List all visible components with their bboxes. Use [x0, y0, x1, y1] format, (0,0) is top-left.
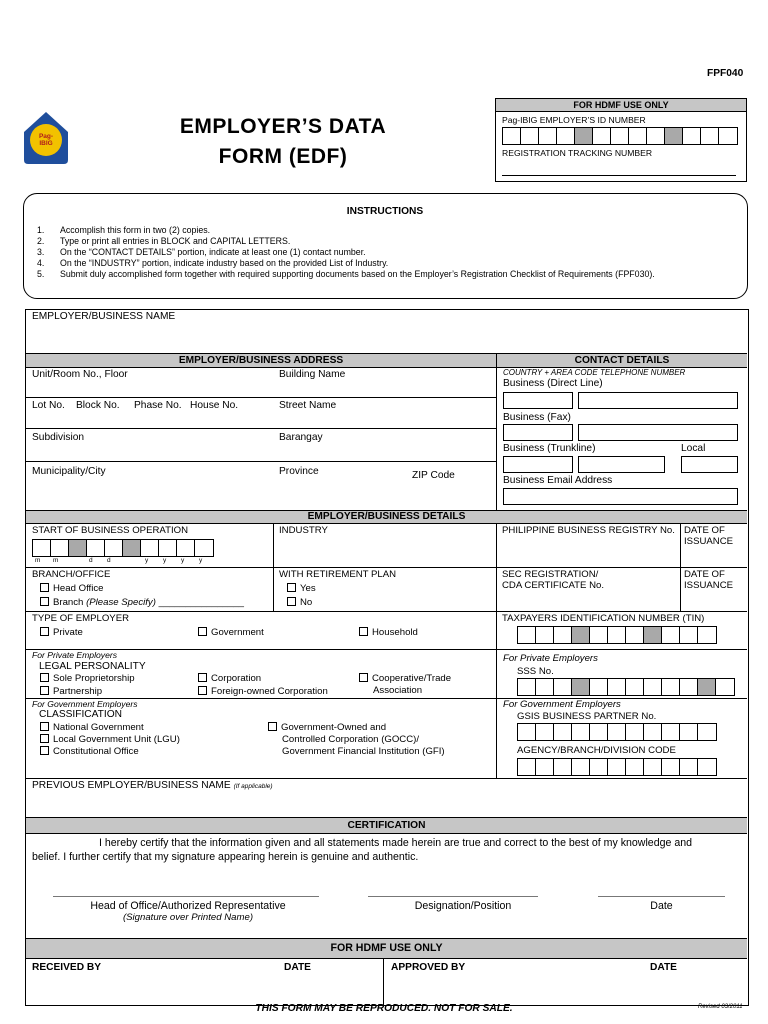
- agency-code-boxes[interactable]: [517, 758, 717, 776]
- partnership-option[interactable]: [40, 686, 102, 697]
- unit-label: Unit/Room No., Floor: [32, 369, 128, 380]
- divider: [383, 958, 384, 1005]
- date-issuance-label: DATE OF: [684, 569, 725, 580]
- title-line-1: EMPLOYER’S DATA: [179, 115, 387, 138]
- sole-option[interactable]: [40, 673, 135, 684]
- gsis-boxes[interactable]: [517, 723, 717, 741]
- details-header: EMPLOYER/BUSINESS DETAILS: [26, 510, 747, 524]
- date-issuance-label: DATE OF: [684, 525, 725, 536]
- checkbox-icon[interactable]: [198, 673, 207, 682]
- foreign-text: Foreign-owned Corporation: [211, 686, 328, 697]
- sec-label: CDA CERTIFICATE No.: [502, 580, 604, 591]
- coop-option[interactable]: [359, 673, 451, 684]
- signature-note: (Signature over Printed Name): [122, 912, 254, 923]
- divider: [26, 611, 747, 612]
- instruction-item: [37, 236, 290, 246]
- instruction-number: 3.: [37, 247, 45, 257]
- constitutional-option[interactable]: [40, 746, 139, 757]
- signature-line[interactable]: [53, 896, 319, 897]
- agency-code-label: AGENCY/BRANCH/DIVISION CODE: [517, 745, 676, 756]
- hdmf-use-box: [495, 98, 747, 182]
- divider: [26, 397, 496, 398]
- checkbox-icon[interactable]: [40, 673, 49, 682]
- hdmf-bottom-header: FOR HDMF USE ONLY: [26, 938, 747, 959]
- revised-date: Revised 03/2011: [698, 1004, 743, 1010]
- employer-name-label: EMPLOYER/BUSINESS NAME: [32, 311, 176, 322]
- province-label: Province: [279, 466, 319, 477]
- if-applicable-text: (If applicable): [233, 783, 273, 790]
- gocc-text: Government Financial Institution (GFI): [282, 746, 445, 757]
- checkbox-icon[interactable]: [198, 686, 207, 695]
- pagibig-logo: [20, 108, 72, 166]
- divider: [26, 567, 747, 568]
- building-label: Building Name: [279, 369, 346, 380]
- date-issuance-label: ISSUANCE: [684, 536, 734, 547]
- for-private-label: For Private Employers: [503, 653, 598, 664]
- date-hint: m: [53, 557, 59, 564]
- date-hint: y: [181, 557, 185, 564]
- corporation-option[interactable]: [198, 673, 261, 684]
- instruction-item: [37, 247, 366, 257]
- address-header: EMPLOYER/BUSINESS ADDRESS: [26, 353, 496, 368]
- tin-label: TAXPAYERS IDENTIFICATION NUMBER (TIN): [502, 613, 705, 624]
- national-gov-option[interactable]: [40, 722, 144, 733]
- hdmf-box-header: FOR HDMF USE ONLY: [496, 99, 746, 112]
- start-operation-label: START OF BUSINESS OPERATION: [32, 525, 189, 536]
- instruction-number: 4.: [37, 258, 45, 268]
- constitutional-text: Constitutional Office: [53, 746, 139, 757]
- certification-text: belief. I further certify that my signature appearing herein is genuine and authentic.: [32, 851, 419, 863]
- checkbox-icon[interactable]: [40, 627, 49, 636]
- national-gov-text: National Government: [53, 722, 144, 733]
- tracking-number-line[interactable]: [502, 175, 736, 176]
- date-line[interactable]: [598, 896, 725, 897]
- branch-text: Branch: [53, 597, 84, 608]
- trunkline-label: Business (Trunkline): [503, 443, 596, 454]
- title-line-2: FORM (EDF): [218, 145, 348, 168]
- sss-boxes[interactable]: [517, 678, 735, 696]
- legal-personality-label: LEGAL PERSONALITY: [39, 661, 146, 672]
- instruction-text: Type or print all entries in BLOCK and CAPITAL LETTERS.: [60, 236, 291, 246]
- tin-boxes[interactable]: [517, 626, 717, 644]
- received-date-label: DATE: [284, 962, 311, 973]
- checkbox-icon[interactable]: [268, 722, 277, 731]
- divider: [26, 461, 496, 462]
- form-title: [120, 112, 446, 172]
- barangay-label: Barangay: [279, 432, 323, 443]
- house-label: House No.: [190, 400, 239, 411]
- previous-employer-text: PREVIOUS EMPLOYER/BUSINESS NAME: [32, 780, 231, 791]
- branch-office-label: BRANCH/OFFICE: [32, 569, 111, 580]
- gsis-label: GSIS BUSINESS PARTNER No.: [517, 711, 657, 722]
- retirement-no-option[interactable]: [287, 597, 312, 608]
- lgu-text: Local Government Unit (LGU): [53, 734, 180, 745]
- date-hint: d: [107, 557, 111, 564]
- gocc-text: Controlled Corporation (GOCC)/: [282, 734, 420, 745]
- local-label: Local: [681, 443, 706, 454]
- instruction-item: [37, 258, 388, 268]
- checkbox-icon[interactable]: [359, 673, 368, 682]
- sss-label: SSS No.: [517, 666, 554, 677]
- instruction-text: Accomplish this form in two (2) copies.: [60, 225, 211, 235]
- instruction-text: On the “INDUSTRY” portion, indicate industry based on the provided List of Industry.: [60, 258, 389, 268]
- divider: [496, 523, 497, 779]
- checkbox-icon[interactable]: [40, 686, 49, 695]
- certification-header: CERTIFICATION: [26, 817, 747, 834]
- direct-area-code-field[interactable]: [503, 392, 573, 409]
- retirement-yes-option[interactable]: [287, 583, 316, 594]
- partnership-text: Partnership: [53, 686, 103, 697]
- zip-label: ZIP Code: [412, 470, 455, 481]
- head-office-text: Head Office: [53, 583, 104, 594]
- designation-label: Designation/Position: [414, 900, 512, 912]
- for-gov-label: For Government Employers: [32, 699, 138, 709]
- checkbox-icon[interactable]: [40, 722, 49, 731]
- checkbox-icon[interactable]: [198, 627, 207, 636]
- instruction-number: 2.: [37, 236, 45, 246]
- head-office-label: Head of Office/Authorized Representative: [90, 900, 286, 912]
- trunk-area-code-field[interactable]: [503, 456, 573, 473]
- no-text: No: [300, 597, 313, 608]
- street-label: Street Name: [279, 400, 337, 411]
- subdivision-label: Subdivision: [32, 432, 85, 443]
- previous-employer-field[interactable]: [26, 792, 747, 816]
- svg-text:Pag-: Pag-: [38, 133, 54, 140]
- municipality-label: Municipality/City: [32, 466, 106, 477]
- start-date-boxes[interactable]: [32, 539, 214, 557]
- local-field[interactable]: [681, 456, 738, 473]
- lgu-option[interactable]: [40, 734, 180, 745]
- corporation-text: Corporation: [211, 673, 262, 684]
- branch-specify-blank[interactable]: ________________: [158, 597, 244, 608]
- for-gov-label: For Government Employers: [503, 699, 621, 710]
- instruction-text: Submit duly accomplished form together with required supporting documents based on the Employer’s Registration Checklist of Requirements (FPF030).: [60, 269, 655, 279]
- form-code: FPF040: [707, 68, 744, 79]
- branch-specify-text: (Please Specify): [86, 597, 156, 608]
- foreign-option[interactable]: [198, 686, 328, 697]
- sole-text: Sole Proprietorship: [53, 673, 135, 684]
- coop-text: Cooperative/Trade: [372, 673, 452, 684]
- designation-line[interactable]: [368, 896, 538, 897]
- household-option[interactable]: [359, 627, 418, 638]
- phase-label: Phase No.: [134, 400, 182, 411]
- employer-name-field[interactable]: [26, 323, 747, 351]
- instruction-text: On the “CONTACT DETAILS” portion, indicate at least one (1) contact number.: [60, 247, 366, 257]
- checkbox-icon[interactable]: [287, 597, 296, 606]
- retirement-label: WITH RETIREMENT PLAN: [279, 569, 397, 580]
- date-hint: m: [35, 557, 41, 564]
- fax-number-field[interactable]: [578, 424, 738, 441]
- divider: [26, 649, 747, 650]
- trunk-number-field[interactable]: [578, 456, 665, 473]
- fax-area-code-field[interactable]: [503, 424, 573, 441]
- gocc-option[interactable]: [268, 722, 386, 733]
- instruction-item: [37, 269, 655, 279]
- gocc-text: Government-Owned and: [281, 722, 387, 733]
- for-private-label: For Private Employers: [32, 650, 118, 660]
- date-hint: y: [145, 557, 149, 564]
- house-hands-icon: [20, 108, 72, 166]
- classification-label: CLASSIFICATION: [39, 709, 123, 720]
- date-hint: y: [163, 557, 167, 564]
- employer-id-label: Pag-IBIG EMPLOYER’S ID NUMBER: [502, 115, 646, 125]
- employer-id-boxes[interactable]: [502, 127, 738, 145]
- checkbox-icon[interactable]: [40, 734, 49, 743]
- household-text: Household: [372, 627, 418, 638]
- footer-note: THIS FORM MAY BE REPRODUCED. NOT FOR SALE.: [255, 1003, 513, 1014]
- email-field[interactable]: [503, 488, 738, 505]
- checkbox-icon[interactable]: [287, 583, 296, 592]
- approved-by-label: APPROVED BY: [391, 962, 466, 973]
- checkbox-icon[interactable]: [359, 627, 368, 636]
- date-hint: d: [89, 557, 93, 564]
- date-hints: [32, 557, 222, 565]
- private-option[interactable]: [40, 627, 83, 638]
- divider: [26, 778, 747, 779]
- instructions-box: [23, 193, 748, 299]
- date-issuance-label: ISSUANCE: [684, 580, 734, 591]
- sec-label: SEC REGISTRATION/: [502, 569, 599, 580]
- government-option[interactable]: [198, 627, 264, 638]
- fax-label: Business (Fax): [503, 412, 571, 423]
- head-office-option[interactable]: [40, 583, 103, 594]
- coop-text: Association: [373, 685, 423, 696]
- type-employer-label: TYPE OF EMPLOYER: [32, 613, 130, 624]
- date-label: Date: [650, 900, 673, 912]
- code-hint: COUNTRY + AREA CODE TELEPHONE NUMBER: [503, 368, 686, 377]
- direct-number-field[interactable]: [578, 392, 738, 409]
- branch-option[interactable]: [40, 597, 244, 608]
- pbr-label: PHILIPPINE BUSINESS REGISTRY No.: [502, 525, 675, 536]
- certification-text: I hereby certify that the information given and all statements made herein are true and correct to the best of my knowledge and: [99, 837, 692, 849]
- instructions-title: INSTRUCTIONS: [346, 206, 424, 217]
- instruction-item: [37, 225, 210, 235]
- government-text: Government: [211, 627, 264, 638]
- checkbox-icon[interactable]: [40, 746, 49, 755]
- email-label: Business Email Address: [503, 475, 613, 486]
- instruction-number: 5.: [37, 269, 45, 279]
- divider: [26, 428, 496, 429]
- checkbox-icon[interactable]: [40, 583, 49, 592]
- direct-line-label: Business (Direct Line): [503, 378, 603, 389]
- block-label: Block No.: [76, 400, 120, 411]
- divider: [496, 353, 497, 510]
- tracking-number-label: REGISTRATION TRACKING NUMBER: [502, 148, 653, 158]
- svg-text:IBIG: IBIG: [39, 140, 53, 147]
- checkbox-icon[interactable]: [40, 597, 49, 606]
- approved-date-label: DATE: [650, 962, 677, 973]
- private-text: Private: [53, 627, 83, 638]
- yes-text: Yes: [300, 583, 316, 594]
- lot-label: Lot No.: [32, 400, 65, 411]
- instruction-number: 1.: [37, 225, 45, 235]
- industry-label: INDUSTRY: [279, 525, 328, 536]
- received-by-label: RECEIVED BY: [32, 962, 102, 973]
- date-hint: y: [199, 557, 203, 564]
- contact-header: CONTACT DETAILS: [497, 353, 747, 368]
